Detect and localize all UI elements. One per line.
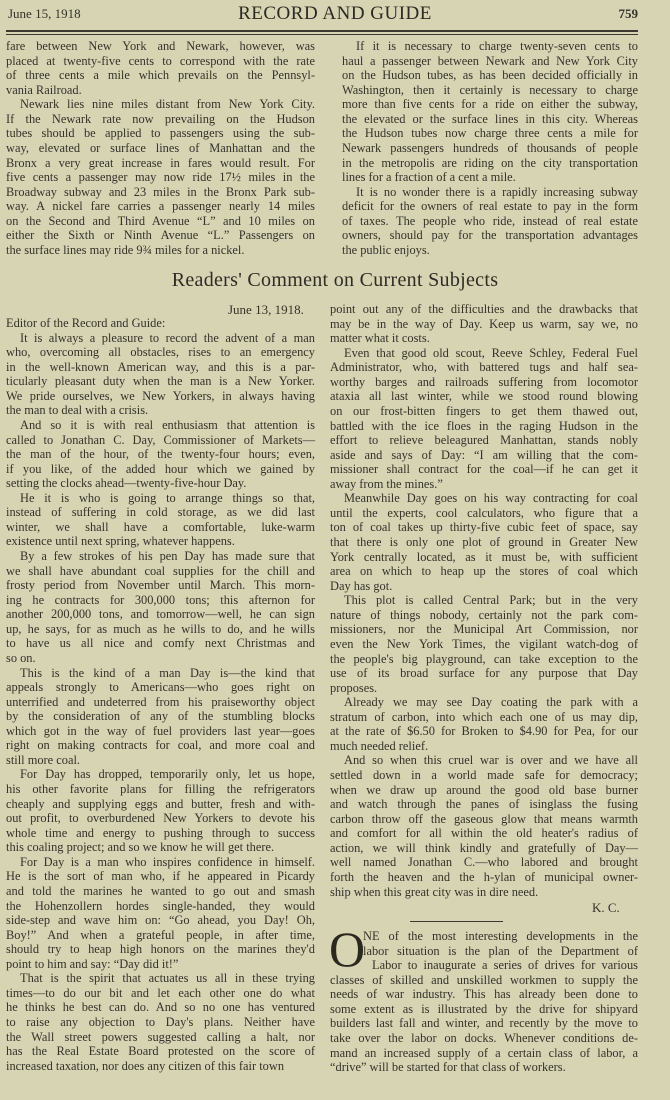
- text-line: This plot is called Central Park; but in the very: [344, 593, 638, 608]
- text-line: ticularly pleasant duty when the man is a New Yorker.: [6, 374, 315, 389]
- text-line: That is the spirit that actuates us all in these trying: [20, 971, 315, 986]
- text-line: and watch through the panes of isinglass the fusing: [330, 797, 638, 812]
- issue-date: June 15, 1918: [8, 6, 81, 21]
- letter-left-column: [6, 316, 315, 1073]
- text-line: on the Second and Third Avenue “L” and 10 miles on: [6, 213, 315, 228]
- text-line: if you like, of the added hour which we gained by: [6, 461, 315, 476]
- text-line: proposes.: [330, 680, 378, 695]
- text-line: of three cents a mile which prevails on the Pennsyl-: [6, 68, 315, 83]
- paragraph: [330, 593, 638, 695]
- text-line: It is always a pleasure to record the advent of a man: [20, 330, 315, 345]
- text-line: action, we will think kindly and gratefully of Day—: [330, 840, 638, 855]
- paragraph: [330, 695, 638, 753]
- text-line: cheaply and supplying eggs and butter, fresh and with-: [6, 796, 315, 811]
- text-line: By a few strokes of his pen Day has made sure that: [20, 549, 315, 563]
- text-line: ing he contracts for 300,000 tons; this afternon for: [6, 592, 315, 607]
- text-line: way, elevated or surface lines of Manhattan and the: [6, 140, 315, 155]
- header-rule: [6, 30, 638, 32]
- text-line: aside and says of Day: “I am willing that the com-: [330, 447, 638, 462]
- text-line: the man of the hour, of the twenty-four hours; even,: [6, 447, 315, 462]
- text-line: may be in the way of Day. Keep us warm, say we, no: [330, 316, 638, 331]
- header-rule-thin: [6, 34, 638, 35]
- text-line: classes of skilled and unskilled workmen to supply the: [330, 972, 638, 987]
- text-line: to have us all nice and comfy next Christmas and: [6, 636, 315, 651]
- text-line: the man to deal with a crisis.: [6, 403, 149, 418]
- text-line: effort to relieve beleagured Manhattan, stands nobly: [330, 433, 638, 448]
- text-line: Boy!” And when a grateful people, in after time,: [6, 927, 315, 942]
- text-line: stratum of carbon, into which each one of us may dip,: [330, 709, 638, 724]
- text-line: increased taxation, nor does any citizen of this fair town: [6, 1058, 285, 1073]
- text-line: winter, we shall have a comfortable, luke-warm: [6, 519, 315, 534]
- text-line: point to him and say: “Day did it!”: [6, 956, 179, 971]
- paragraph: [342, 185, 638, 258]
- drop-cap: O: [329, 921, 366, 977]
- paragraph: [6, 666, 315, 768]
- text-line: on our frost-bitten fingers to get them thawed out,: [330, 403, 638, 418]
- text-line: Already we may see Day coating the park with a: [344, 695, 638, 710]
- text-line: builders last fall and winter, and recently by the move to: [330, 1016, 638, 1031]
- text-line: he thinks he best can do. And so no one has ventured: [6, 1000, 315, 1015]
- text-line: his other favorite plans for filling the refrigerators: [6, 782, 315, 796]
- text-line: Meanwhile Day goes on his way contracting for coal: [344, 491, 638, 506]
- text-line: Labor to inaugurate a series of drives for various: [372, 958, 638, 973]
- paragraph: [6, 97, 315, 257]
- text-line: in the metropolis are riding on the city transportation: [342, 155, 638, 170]
- page-number: 759: [618, 6, 638, 21]
- text-line: frosty period from November until March. This morn-: [6, 578, 315, 593]
- text-line: the elevated or the surface lines in this city. Whereas: [342, 111, 638, 126]
- text-line: and comfort for all within the old heater's radius of: [330, 826, 638, 841]
- paragraph: [6, 767, 315, 854]
- text-line: York centrally located, as it must be, with sufficient: [330, 549, 638, 564]
- text-line: For Day has dropped, temporarily only, let us hope,: [20, 767, 315, 782]
- text-line: at the rate of $6.50 for Broken to $4.90 for Pea, for our: [330, 724, 638, 739]
- text-line: vania Railroad.: [6, 82, 82, 97]
- text-line: the public enjoys.: [342, 242, 430, 257]
- paragraph: [6, 331, 315, 418]
- text-line: settled down in a world made safe for democracy;: [330, 768, 638, 782]
- text-line: If the Newark rate now prevailing on the Hudson: [6, 111, 315, 126]
- paragraph: [330, 346, 638, 492]
- text-line: Day has got.: [330, 578, 393, 593]
- text-line: ship when this great city was in dire need.: [330, 884, 539, 899]
- text-line: lines for a fraction of a cent a mile.: [342, 170, 516, 185]
- text-line: the Hudson tubes now charge three cents a mile for: [342, 126, 638, 141]
- top-article-left-column: [6, 39, 315, 257]
- text-line: setting the clocks ahead—twenty-five-hour Day.: [6, 476, 247, 491]
- text-line: If it is necessary to charge twenty-seven cents to: [356, 39, 638, 53]
- text-line: Washington, then it certainly is necessary to charge: [342, 82, 638, 97]
- paragraph: [6, 418, 315, 491]
- text-line: use of its broad surface for any purpose that Day: [330, 666, 638, 681]
- text-line: “drive” will be started for that class of workers.: [330, 1060, 566, 1075]
- text-line: this coaling project; and so we know he will get there.: [6, 840, 275, 855]
- paragraph: [6, 39, 315, 97]
- publication-title: RECORD AND GUIDE: [238, 3, 432, 24]
- text-line: And so when this cruel war is over and we have all: [344, 753, 638, 768]
- text-line: tubes should be applied to passengers using the sub-: [6, 126, 315, 141]
- text-line: matter what it costs.: [330, 331, 430, 346]
- text-line: nature of things nobody, certainly not the park com-: [330, 607, 638, 622]
- paragraph: [6, 855, 315, 972]
- text-line: Even that good old scout, Reeve Schley, Federal Fuel: [344, 345, 638, 360]
- text-line: five cents a passenger may now ride 17½ miles in the: [6, 170, 315, 185]
- text-line: we shall have abundant coal supplies for the chill and: [6, 563, 315, 578]
- paragraph: [342, 39, 638, 185]
- text-line: to raise any objection to Day's plans. Neither have: [6, 1015, 315, 1029]
- labor-article: [330, 929, 638, 1075]
- text-line: whole time and energy to pushing through to success: [6, 825, 315, 840]
- text-line: until the experts, cool calculators, who figure that a: [330, 505, 638, 520]
- paragraph: [6, 971, 315, 1073]
- letter-right-column: [330, 302, 638, 899]
- text-line: Administrator, who, with battered tugs and half sea-: [330, 360, 638, 375]
- text-line: up, he says, for as much as he wills to do, and he wills: [6, 621, 315, 636]
- text-line: still more coal.: [6, 752, 80, 767]
- letter-date: June 13, 1918.: [228, 302, 304, 317]
- text-line: which got in the way of fuel providers last year—goes: [6, 723, 315, 738]
- text-line: way. A nickel fare carries a passenger nearly 14 miles: [6, 199, 315, 214]
- text-line: owners, should pay for the transportation advantages: [342, 228, 638, 243]
- text-line: Editor of the Record and Guide:: [6, 316, 166, 330]
- text-line: well named Jonathan C.—who labored and brought: [330, 855, 638, 870]
- top-article-right-column: [342, 39, 638, 257]
- text-line: some extent as is illustrated by the drive for shipyard: [330, 1001, 638, 1016]
- text-line: called to Jonathan C. Day, Commissioner of Markets—: [6, 432, 315, 447]
- text-line: We pride ourselves, we New Yorkers, in always having: [6, 388, 315, 403]
- text-line: side-step and wave him on: “Go ahead, you Day! Oh,: [6, 913, 315, 928]
- text-line: and told the marines he wanted to go out and smash: [6, 883, 315, 898]
- text-line: who, overcoming all obstacles, rises to an emergency: [6, 345, 315, 360]
- paragraph: [330, 302, 638, 346]
- article-separator: [410, 921, 503, 922]
- paragraph: [6, 491, 315, 549]
- text-line: carbon throw off the gaseous glow that means warmth: [330, 811, 638, 826]
- text-line: the Wall street powers suggested calling a halt, nor: [6, 1029, 315, 1044]
- paragraph: [330, 753, 638, 899]
- text-line: unterrified and undeterred from his praiseworthy object: [6, 694, 315, 709]
- text-line: more than five cents for a ride on either the subway,: [342, 97, 638, 112]
- text-line: needs of war industry. This has already been done to: [330, 987, 638, 1002]
- text-line: missioner shall contract for the coal—if he can get it: [330, 462, 638, 477]
- text-line: This is the kind of a man Day is—the kind that: [20, 665, 315, 680]
- text-line: For Day is a man who inspires confidence in himself.: [20, 854, 315, 869]
- paragraph: [6, 316, 315, 331]
- text-line: times—to do our bit and let each other one do what: [6, 985, 315, 1000]
- text-line: fare between New York and Newark, however, was: [6, 39, 315, 53]
- text-line: so on.: [6, 650, 36, 665]
- text-line: It is no wonder there is a rapidly increasing subway: [356, 184, 638, 199]
- text-line: missioners, nor the Municipal Art Commission, nor: [330, 622, 638, 637]
- letter-signature: K. C.: [592, 900, 620, 915]
- text-line: much needed relief.: [330, 738, 429, 753]
- text-line: worthy barges and railroads suffering from locomotor: [330, 374, 638, 389]
- text-line: Bronx a very great increase in fares would result. For: [6, 155, 315, 170]
- text-line: right on making contracts for coal, and more coal and: [6, 738, 315, 753]
- text-line: appeals strongly to Americans—who goes right on: [6, 680, 315, 695]
- text-line: away from the mines.”: [330, 476, 443, 491]
- paragraph: [330, 491, 638, 593]
- text-line: out profit, to overburdened New Yorkers to devote his: [6, 811, 315, 826]
- text-line: He it is who is going to arrange things so that,: [20, 490, 315, 505]
- text-line: placed at twenty-five cents to correspond with the rate: [6, 53, 315, 68]
- section-title: Readers' Comment on Current Subjects: [171, 269, 499, 291]
- text-line: battled with the ice floes in the raging Hudson in the: [330, 418, 638, 433]
- text-line: existence until next spring, whatever happens.: [6, 534, 235, 549]
- text-line: take over the labor on docks. Whenever conditions de-: [330, 1030, 638, 1045]
- text-line: ataxia all last winter, while we stood round blowing: [330, 389, 638, 404]
- text-line: Broadway subway and 23 miles in the Bronx Park sub-: [6, 184, 315, 199]
- text-line: instead of suffering in cold storage, as we did last: [6, 505, 315, 520]
- text-line: by the consideration of any of the stumbling blocks: [6, 709, 315, 724]
- text-line: in the well-known American way, and this is a par-: [6, 359, 315, 374]
- text-line: area on which to heap up the stores of coal which: [330, 564, 638, 579]
- text-line: the Hohenzollern hordes single-handed, they would: [6, 898, 315, 913]
- text-line: when we draw up around the good old base burner: [330, 782, 638, 797]
- text-line: Newark passengers hundreds of thousands of people: [342, 140, 638, 155]
- paragraph: [6, 549, 315, 666]
- text-line: And so it is with real enthusiasm that attention is: [20, 417, 315, 432]
- text-line: on the Hudson tubes, as has been decided officially in: [342, 68, 638, 83]
- text-line: even the New York Times, the vigilant watch-dog of: [330, 636, 638, 651]
- text-line: deficit for the owners of real estate to pay in the form: [342, 199, 638, 214]
- text-line: Newark lies nine miles distant from New York City.: [20, 97, 315, 112]
- text-line: mand an increased supply of a certain class of labor, a: [330, 1045, 638, 1060]
- text-line: another 200,000 tons, and tomorrow—well, he can sign: [6, 607, 315, 622]
- text-line: should try to heap high honors on the marines they'd: [6, 942, 315, 957]
- text-line: ton of coal takes up thirty-five cubic feet of space, say: [330, 520, 638, 535]
- text-line: has the Real Estate Board protested on the score of: [6, 1044, 315, 1059]
- text-line: of taxes. The people who ride, instead of real estate: [342, 213, 638, 228]
- text-line: either the Sixth or Ninth Avenue “L.” Passengers on: [6, 228, 315, 243]
- text-line: forth the heaven and the h-ylan of municipal owner-: [330, 869, 638, 884]
- text-line: point out any of the difficulties and the drawbacks that: [330, 302, 638, 316]
- text-line: the people's big playground, can take exception to the: [330, 651, 638, 666]
- text-line: the surface lines may ride 9¾ miles for a nickel.: [6, 242, 245, 257]
- text-line: He is the sort of man who, if he appeared in Picardy: [6, 869, 315, 884]
- text-line: NE of the most interesting developments in the: [363, 929, 638, 943]
- text-line: haul a passenger between Newark and New York City: [342, 53, 638, 68]
- text-line: that there is only one plot of ground in Greater New: [330, 535, 638, 549]
- text-line: labor situation is the plan of the Department of: [363, 943, 638, 958]
